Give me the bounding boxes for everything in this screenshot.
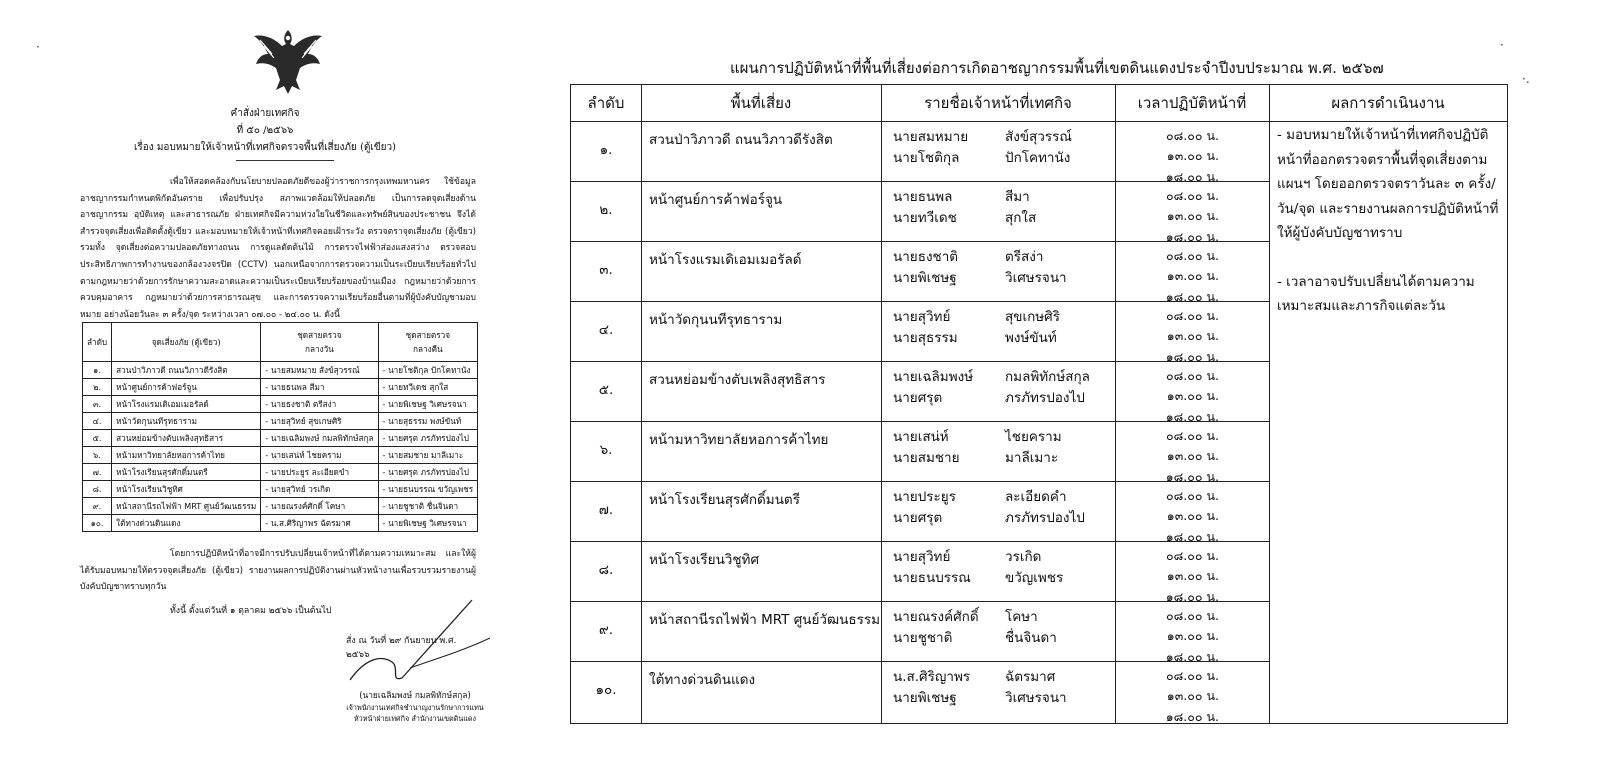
- officer-2-name: นายพิเชษฐ: [893, 270, 957, 286]
- plan-row-no: ๘.: [598, 562, 614, 578]
- row-no: ๕.: [83, 430, 112, 447]
- row-no: ๑.: [83, 362, 112, 379]
- plan-row-no: ๖.: [599, 442, 613, 458]
- col-day-header: [261, 323, 378, 362]
- row-point: หน้าวัดกุนนทีรุทธาราม: [112, 413, 261, 430]
- officer-1-surname: วรเกิด: [1005, 549, 1042, 565]
- col-no-header: ลำดับ: [83, 323, 112, 362]
- col-night-header: [378, 323, 478, 362]
- order-paragraph-2: โดยการปฏิบัติหน้าที่อาจมีการปรับเปลี่ยนเจ้าหน้าที่ได้ตามความเหมาะสม และให้ผู้ได้รับมอบหมายให้ตรวจจุดเสี่ยงภัย (ตู้เขียว) รายงานผลการปฏิบัติงานผ่านหัวหน้างานเพื่อรวบรวมรายงานผู้บังคับบัญชาทราบทุกวัน: [80, 549, 476, 593]
- scan-mark-icon: ·.: [1522, 72, 1530, 86]
- row-point: หน้าโรงแรมเดิเอมเมอรัลด์: [112, 396, 261, 413]
- time-morning: ๐๘.๐๐ น.: [1166, 368, 1219, 383]
- row-point: หน้ามหาวิทยาลัยหอการค้าไทย: [112, 447, 261, 464]
- row-night: - นายโชติกุล ปักโคทานัง: [378, 362, 478, 379]
- order-subject: เรื่อง มอบหมายให้เจ้าหน้าที่เทศกิจตรวจพื้นที่เสี่ยงภัย (ตู้เขียว): [133, 142, 396, 153]
- officer-2-surname: พงษ์ขันท์: [1005, 330, 1057, 346]
- time-afternoon: ๑๓.๐๐ น.: [1166, 268, 1219, 283]
- scan-mark-icon: ·: [1500, 38, 1504, 52]
- officer-1-name: นายสมหมาย: [893, 129, 969, 145]
- plan-row-no: ๑๐.: [595, 682, 617, 698]
- order-paragraph-1: เพื่อให้สอดคล้องกับนโยบายปลอดภัยดีของผู้ว่าราชการกรุงเทพมหานคร ใช้ข้อมูลอาชญากรรมกำหนดพิกัดอันตราย เพื่อปรับปรุง สภาพแวดล้อมให้ปลอดภัย เป็นการลดจุดเสี่ยงด้านอาชญากรรม อุบัติเหตุ และสาธารณภัย ฝ่ายเทศกิจมีความห่วงใยในชีวิตและทรัพย์สินของประชาชน จึงได้สำรวจจุดเสี่ยงเพื่อติดตั้งตู้เขียว และมอบหมายให้เจ้าหน้าที่เทศกิจคอยเฝ้าระวัง ตรวจตราจุดเสี่ยงภัย (ตู้เขียว) รวมทั้ง จุดเสี่ยงต่อความปลอดภัยทางถนน การดูแลตัดต้นไม้ การตรวจไฟฟ้าส่องแสงสว่าง ตรวจสอบประสิทธิภาพการทำงานของกล้องวงจรปิด (CCTV) นอกเหนือจากการตรวจความเป็นระเบียบเรียบร้อยทั่วไป ตามกฎหมายว่าด้วยการรักษาความสะอาดและความเป็นระเบียบเรียบร้อยของบ้านเมือง กฎหมายว่าด้วยการควบคุมอาคาร กฎหมายว่าด้วยการสาธารณสุข และการตรวจความเรียบร้อยอื่นตามที่ผู้บังคับบัญชามอบหมาย อย่างน้อยวันละ ๓ ครั้ง/จุด ระหว่างเวลา ๐๗.๐๐ - ๒๔.๐๐ น. ดังนี้: [80, 177, 476, 320]
- plan-row: [571, 422, 1269, 482]
- table-row: [83, 413, 478, 430]
- plan-row-area: หน้าโรงแรมเดิเอมเมอรัลด์: [649, 252, 802, 268]
- officer-2-surname: ภรภัทรปองไป: [1005, 510, 1085, 526]
- time-evening: ๑๘.๐๐ น.: [1165, 409, 1219, 424]
- plan-row: [571, 602, 1269, 662]
- plan-row-no: ๑.: [599, 142, 613, 158]
- plan-row-no: ๙.: [598, 622, 614, 638]
- officer-1-name: น.ส.ศิริญาพร: [893, 669, 971, 685]
- officer-2-surname: ภรภัทรปองไป: [1005, 390, 1085, 406]
- plan-row-area: หน้าโรงเรียนสุรศักดิ์มนตรี: [649, 492, 800, 508]
- time-afternoon: ๑๓.๐๐ น.: [1166, 508, 1219, 523]
- officer-1-name: นายธนพล: [893, 189, 953, 205]
- time-evening: ๑๘.๐๐ น.: [1165, 529, 1219, 544]
- time-evening: ๑๘.๐๐ น.: [1165, 169, 1219, 184]
- row-night: - นายธนบรรณ ขวัญเพชร: [378, 481, 478, 498]
- plan-row-area: หน้าวัดกุนนทีรุทธาราม: [649, 312, 783, 328]
- time-morning: ๐๘.๐๐ น.: [1166, 608, 1219, 623]
- officer-2-name: นายธนบรรณ: [893, 570, 971, 586]
- row-night: - นายพิเชษฐ วิเศษรจนา: [378, 396, 478, 413]
- row-no: ๗.: [83, 464, 112, 481]
- officer-1-name: นายเฉลิมพงษ์: [893, 369, 974, 385]
- officer-1-surname: โคษา: [1005, 609, 1038, 625]
- officer-2-surname: วิเศษรจนา: [1005, 690, 1067, 706]
- plan-row-no: ๗.: [598, 502, 614, 518]
- result-column: [1277, 123, 1507, 319]
- time-afternoon: ๑๓.๐๐ น.: [1166, 688, 1219, 703]
- row-point: สวนหย่อมข้างตับเพลิงสุทธิสาร: [112, 430, 261, 447]
- officer-1-surname: ไชยคราม: [1005, 429, 1062, 445]
- plan-row: [571, 122, 1269, 182]
- row-no: ๒.: [83, 379, 112, 396]
- time-morning: ๐๘.๐๐ น.: [1166, 308, 1219, 323]
- officer-2-name: นายพิเชษฐ: [893, 690, 957, 706]
- officer-1-surname: ตรีสง่า: [1005, 249, 1044, 265]
- time-afternoon: ๑๓.๐๐ น.: [1166, 628, 1219, 643]
- time-afternoon: ๑๓.๐๐ น.: [1166, 388, 1219, 403]
- plan-row-area: หน้าโรงเรียนวิชูทิศ: [649, 552, 760, 568]
- time-morning: ๐๘.๐๐ น.: [1166, 188, 1219, 203]
- header-area: พื้นที่เสี่ยง: [730, 94, 792, 112]
- officer-1-name: นายประยูร: [893, 489, 956, 505]
- row-point: หน้าโรงเรียนสุรศักดิ์มนตรี: [112, 464, 261, 481]
- table-row: [83, 362, 478, 379]
- plan-row: [571, 482, 1269, 542]
- time-evening: ๑๘.๐๐ น.: [1165, 649, 1219, 664]
- officer-1-surname: สังข์สุวรรณ์: [1005, 129, 1072, 145]
- result-note-2: - เวลาอาจปรับเปลี่ยนได้ตามความเหมาะสมและภารกิจแต่ละวัน: [1277, 273, 1475, 314]
- officer-2-surname: ชื่นจินดา: [1005, 630, 1057, 646]
- plan-row-no: ๔.: [598, 322, 614, 338]
- signer-position-2: หัวหน้าฝ่ายเทศกิจ สำนักงานเขตดินแดง: [353, 714, 477, 723]
- row-day: - นายสุวิทย์ สุขเกษศิริ: [261, 413, 378, 430]
- time-morning: ๐๘.๐๐ น.: [1166, 248, 1219, 263]
- plan-row-area: สวนหย่อมข้างตับเพลิงสุทธิสาร: [649, 372, 826, 388]
- officer-1-surname: สีมา: [1005, 189, 1030, 205]
- officer-1-name: นายสุวิทย์: [893, 549, 951, 565]
- result-note-1: - มอบหมายให้เจ้าหน้าที่เทศกิจปฏิบัติหน้าที่ออกตรวจตราพื้นที่จุดเสี่ยงตามแผนฯ โดยออกตรวจตราวันละ ๓ ครั้ง/วัน/จุด และรายงานผลการปฏิบัติหน้าที่ให้ผู้บังคับบัญชาทราบ: [1277, 127, 1499, 241]
- officer-1-name: นายเสน่ห์: [893, 429, 949, 445]
- row-day: - นายเสน่ห์ ไชยคราม: [261, 447, 378, 464]
- header-officers: รายชื่อเจ้าหน้าที่เทศกิจ: [924, 94, 1072, 112]
- officer-1-surname: ฉัตรมาศ: [1005, 669, 1056, 685]
- officer-2-surname: ปักโคทานัง: [1005, 150, 1071, 166]
- scan-mark-icon: ·: [36, 40, 40, 54]
- plan-row: [571, 362, 1269, 422]
- officer-2-name: นายศรุต: [893, 510, 943, 526]
- col-night-header-line2: กลางคืน: [413, 344, 443, 354]
- row-night: - นายทวีเดช สุกใส: [378, 379, 478, 396]
- row-day: - นายณรงค์ศักดิ์ โคษา: [261, 498, 378, 515]
- row-night: - นายศรุต ภรภัทรปองไป: [378, 430, 478, 447]
- plan-row-area: หน้ามหาวิทยาลัยหอการค้าไทย: [649, 432, 829, 448]
- officer-2-surname: มาลีเมาะ: [1005, 450, 1059, 466]
- col-point-header: จุดเสี่ยงภัย (ตู้เขียว): [112, 323, 261, 362]
- time-evening: ๑๘.๐๐ น.: [1165, 289, 1219, 304]
- plan-row-area: หน้าสถานีรถไฟฟ้า MRT ศูนย์วัฒนธรรม: [649, 612, 881, 628]
- time-afternoon: ๑๓.๐๐ น.: [1166, 568, 1219, 583]
- row-point: หน้าโรงเรียนวิชูทิศ: [112, 481, 261, 498]
- plan-row-area: ใต้ทางด่วนดินแดง: [649, 672, 756, 688]
- department-label: คำสั่งฝ่ายเทศกิจ: [230, 108, 300, 119]
- header-time: เวลาปฏิบัติหน้าที่: [1137, 94, 1247, 112]
- time-morning: ๐๘.๐๐ น.: [1166, 668, 1219, 683]
- plan-row-no: ๕.: [598, 382, 614, 398]
- table-row: [83, 396, 478, 413]
- row-day: - น.ส.ศิริญาพร ฉัตรมาศ: [261, 515, 378, 532]
- time-evening: ๑๘.๐๐ น.: [1165, 229, 1219, 244]
- row-night: - นายสมชาย มาลีเมาะ: [378, 447, 478, 464]
- time-morning: ๐๘.๐๐ น.: [1166, 488, 1219, 503]
- officer-2-surname: สุกใส: [1005, 210, 1037, 226]
- row-day: - นายสุวิทย์ วรเกิด: [261, 481, 378, 498]
- row-no: ๑๐.: [83, 515, 112, 532]
- plan-row-no: ๓.: [599, 262, 613, 278]
- row-no: ๙.: [83, 498, 112, 515]
- row-no: ๖.: [83, 447, 112, 464]
- effective-date: ทั้งนี้ ตั้งแต่วันที่ ๑ ตุลาคม ๒๕๖๖ เป็นต้นไป: [170, 606, 332, 616]
- table-row: [83, 481, 478, 498]
- row-point: สวนป่าวิภาวดี ถนนวิภาวดีรังสิต: [112, 362, 261, 379]
- plan-row: [571, 542, 1269, 602]
- officer-1-name: นายสุวิทย์: [893, 309, 951, 325]
- officer-1-name: นายธงชาติ: [893, 249, 959, 265]
- table-row: [83, 447, 478, 464]
- time-morning: ๐๘.๐๐ น.: [1166, 128, 1219, 143]
- officer-1-surname: กมลพิทักษ์สกุล: [1005, 369, 1090, 385]
- row-day: - นายประยูร ละเอียดขำ: [261, 464, 378, 481]
- garuda-emblem-icon: [250, 24, 326, 96]
- officer-2-name: นายศรุต: [893, 390, 943, 406]
- officer-2-name: นายโชติกุล: [893, 150, 960, 166]
- officer-2-surname: ขวัญเพชร: [1005, 570, 1064, 586]
- col-day-header-line2: กลางวัน: [305, 344, 334, 354]
- table-row: [83, 464, 478, 481]
- header-no: ลำดับ: [587, 94, 625, 112]
- officer-2-name: นายชูชาติ: [893, 630, 953, 646]
- plan-table: [570, 84, 1508, 724]
- row-night: - นายสุธรรม พงษ์ขันท์: [378, 413, 478, 430]
- row-day: - นายธงชาติ ตรีสง่า: [261, 396, 378, 413]
- plan-title: แผนการปฏิบัติหน้าที่พื้นที่เสี่ยงต่อการเกิดอาชญากรรมพื้นที่เขตดินแดงประจำปีงบประมาณ พ.ศ. ๒๕๖๗: [730, 59, 1384, 77]
- table-row: [83, 379, 478, 396]
- row-day: - นายสมหมาย สังข์สุวรรณ์: [261, 362, 378, 379]
- time-afternoon: ๑๓.๐๐ น.: [1166, 208, 1219, 223]
- officer-2-name: นายสมชาย: [893, 450, 960, 466]
- officer-2-surname: วิเศษรจนา: [1005, 270, 1067, 286]
- row-point: ใต้ทางด่วนดินแดง: [112, 515, 261, 532]
- header-result: ผลการดำเนินงาน: [1331, 94, 1445, 112]
- time-afternoon: ๑๓.๐๐ น.: [1166, 148, 1219, 163]
- row-day: - นายเฉลิมพงษ์ กมลพิทักษ์สกุล: [261, 430, 378, 447]
- time-evening: ๑๘.๐๐ น.: [1165, 469, 1219, 484]
- time-evening: ๑๘.๐๐ น.: [1165, 349, 1219, 364]
- order-number: ที่ ๕๐ /๒๕๖๖: [236, 125, 294, 136]
- time-morning: ๐๘.๐๐ น.: [1166, 428, 1219, 443]
- row-no: ๘.: [83, 481, 112, 498]
- plan-row: [571, 302, 1269, 362]
- officer-1-surname: ละเอียดคำ: [1005, 489, 1067, 505]
- plan-row-area: สวนป่าวิภาวดี ถนนวิภาวดีรังสิต: [649, 132, 833, 148]
- green-box-table: [82, 322, 478, 532]
- col-night-header-line1: ชุดสายตรวจ: [405, 330, 451, 340]
- officer-2-name: นายทวีเดช: [893, 210, 957, 226]
- row-night: - นายศรุต ภรภัทรปองไป: [378, 464, 478, 481]
- table-row: [83, 498, 478, 515]
- divider: [236, 160, 334, 161]
- officer-1-name: นายณรงค์ศักดิ์: [893, 609, 979, 625]
- time-afternoon: ๑๓.๐๐ น.: [1166, 448, 1219, 463]
- col-day-header-line1: ชุดสายตรวจ: [297, 330, 342, 340]
- row-night: - นายชูชาติ ชื่นจินดา: [378, 498, 478, 515]
- signature-icon: [340, 590, 530, 700]
- row-point: หน้าสถานีรถไฟฟ้า MRT ศูนย์วัฒนธรรม: [112, 498, 261, 515]
- plan-row-no: ๒.: [599, 202, 613, 218]
- plan-row: [571, 662, 1269, 722]
- plan-row: [571, 242, 1269, 302]
- row-day: - นายธนพล สีมา: [261, 379, 378, 396]
- order-document: [50, 0, 484, 757]
- row-no: ๔.: [83, 413, 112, 430]
- time-evening: ๑๘.๐๐ น.: [1165, 709, 1219, 724]
- table-row: [83, 430, 478, 447]
- plan-row-area: หน้าศูนย์การค้าฟอร์จูน: [649, 192, 783, 208]
- time-morning: ๐๘.๐๐ น.: [1166, 548, 1219, 563]
- signer-name: (นายเฉลิมพงษ์ กมลพิทักษ์สกุล): [359, 690, 471, 700]
- order-date: สั่ง ณ วันที่ ๒๙ กันยายน พ.ศ. ๒๕๖๖: [346, 636, 457, 660]
- time-afternoon: ๑๓.๐๐ น.: [1166, 328, 1219, 343]
- officer-2-name: นายสุธรรม: [893, 330, 958, 346]
- officer-1-surname: สุขเกษศิริ: [1005, 309, 1060, 325]
- plan-row: [571, 182, 1269, 242]
- row-no: ๓.: [83, 396, 112, 413]
- row-point: หน้าศูนย์การค้าฟอร์จูน: [112, 379, 261, 396]
- table-row: [83, 515, 478, 532]
- col-divider: [1269, 85, 1270, 723]
- signer-position-1: เจ้าพนักงานเทศกิจชำนาญงานรักษาการแทน: [346, 703, 484, 712]
- row-night: - นายพิเชษฐ วิเศษรจนา: [378, 515, 478, 532]
- time-evening: ๑๘.๐๐ น.: [1165, 589, 1219, 604]
